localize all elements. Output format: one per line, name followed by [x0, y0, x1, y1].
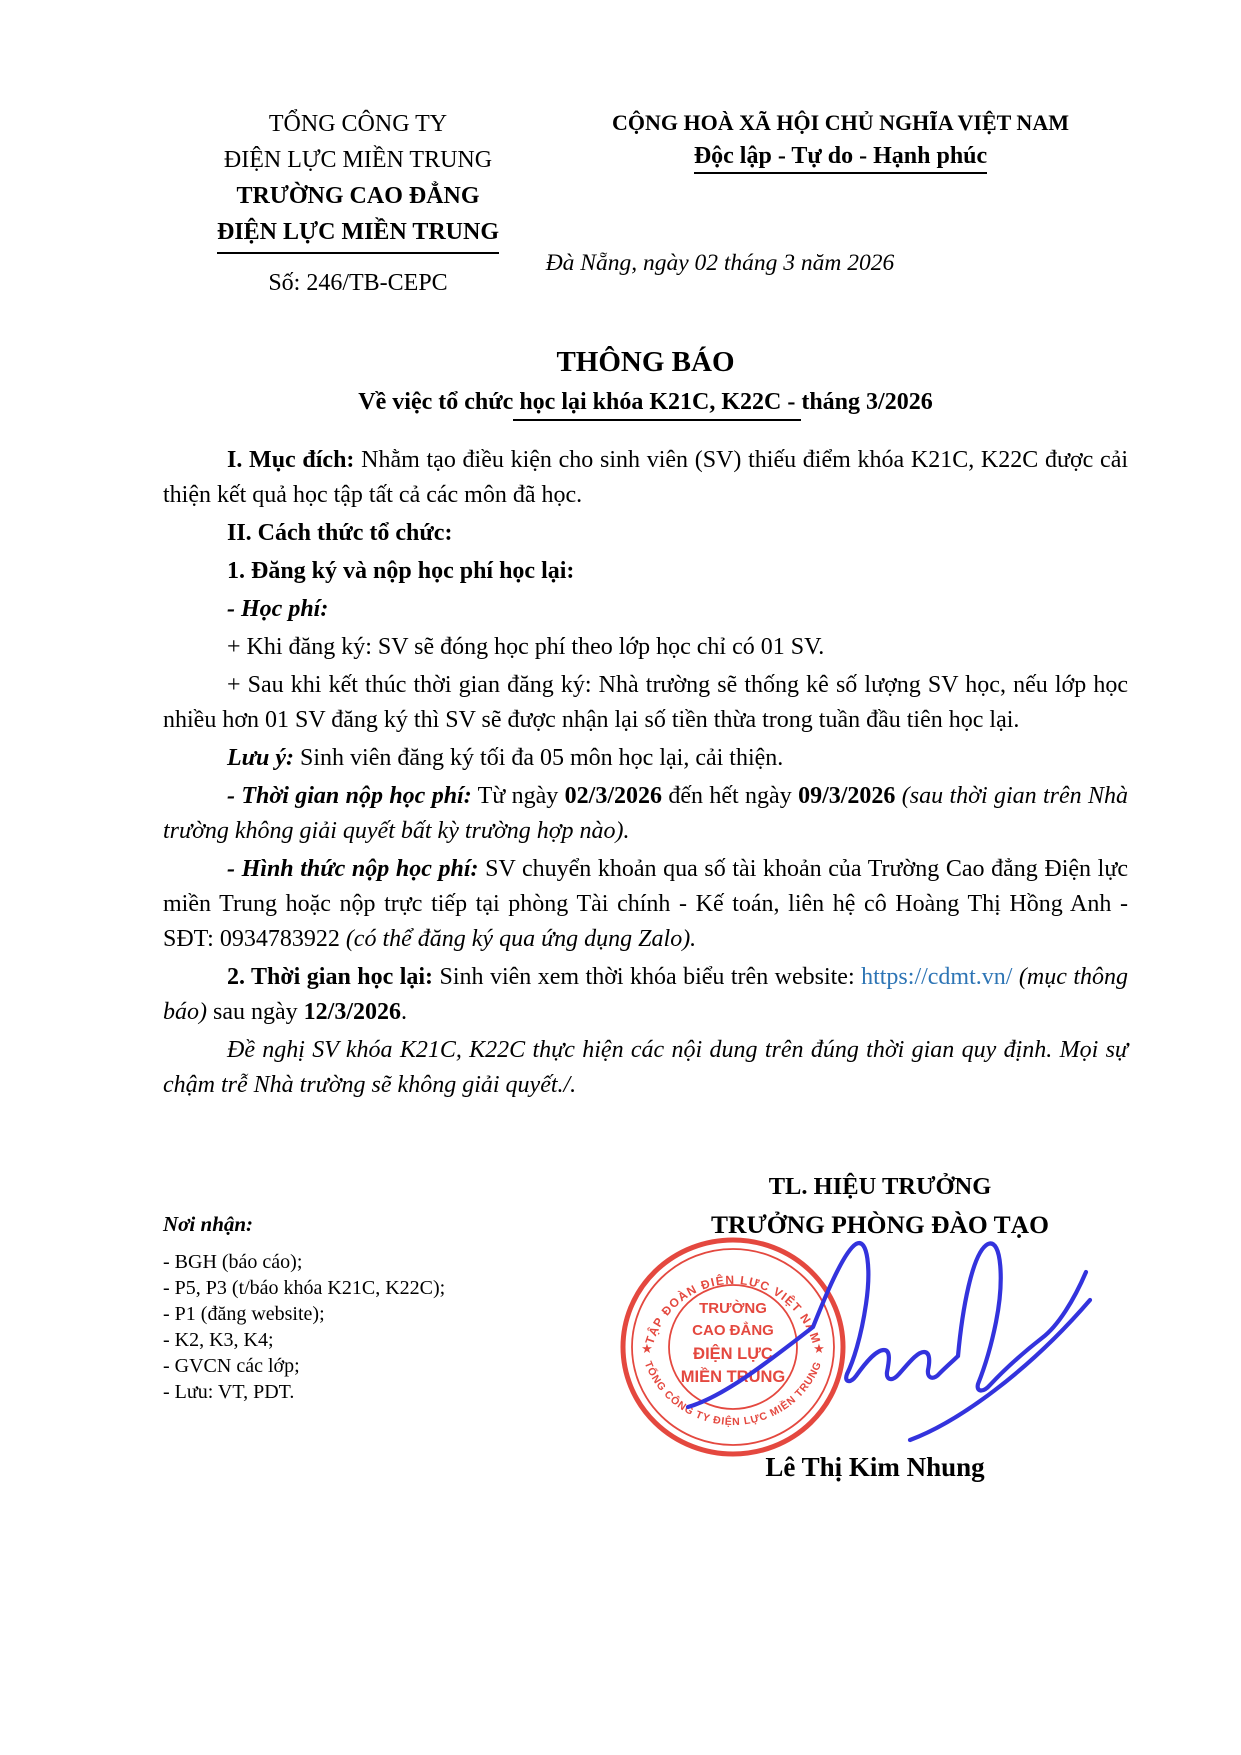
stamp-center-line: MIỀN TRUNG — [680, 1368, 786, 1386]
stamp-center-line: CAO ĐẲNG — [692, 1322, 774, 1339]
subtitle-suffix: tháng 3/2026 — [801, 389, 933, 415]
recipient-item: - P5, P3 (t/báo khóa K21C, K22C); — [163, 1277, 446, 1299]
schedule-label: 2. Thời gian học lại: — [227, 964, 434, 990]
paragraph-fee-rule-1 — [163, 630, 1128, 665]
method-heading: II. Cách thức tổ chức: — [227, 520, 453, 546]
national-motto-underline: Độc lập - Tự do - Hạnh phúc — [694, 143, 987, 174]
title-block — [163, 343, 1128, 421]
handwritten-signature — [628, 1222, 1098, 1450]
paragraph-closing: Đề nghị SV khóa K21C, K22C thực hiện các nội dung trên đúng thời gian quy định. Mọi sự chậm trễ Nhà trường sẽ không giải quyết./. — [163, 1037, 1128, 1098]
payment-method-text: SV chuyển khoản qua số tài khoản của Trường Cao đẳng Điện lực miền Trung hoặc nộp trực tiếp tại phòng Tài chính - Kế toán, liên hệ cô Hoàng Thị Hồng Anh - SĐT: 0934783922 — [163, 856, 1128, 952]
paragraph-purpose — [163, 443, 1128, 513]
national-title: CỘNG HOÀ XÃ HỘI CHỦ NGHĨA VIỆT NAM — [612, 110, 1069, 135]
national-motto — [553, 143, 1128, 174]
document-subtitle — [163, 389, 1128, 421]
stamp-bottom-arc-text: TỔNG CÔNG TY ĐIỆN LỰC MIỀN TRUNG — [641, 1359, 825, 1429]
subtitle-underlined: học lại khóa K21C, K22C - — [513, 389, 801, 421]
signer-position: TRƯỞNG PHÒNG ĐÀO TẠO — [711, 1210, 1049, 1239]
stamp-star-right-icon: ★ — [813, 1341, 825, 1356]
paragraph-note — [163, 741, 1128, 776]
recipient-item: - GVCN các lớp; — [163, 1355, 300, 1377]
payment-time-note: (sau thời gian trên Nhà trường không giải quyết bất kỳ trường hợp nào). — [163, 783, 1129, 844]
stamp-center-line: ĐIỆN LỰC — [693, 1345, 773, 1363]
fee-rule-1-text: + Khi đăng ký: SV sẽ đóng học phí theo lớp học chỉ có 01 SV. — [227, 634, 825, 660]
document-title: THÔNG BÁO — [556, 346, 735, 378]
schedule-note: (mục thông báo) — [163, 964, 1128, 1025]
purpose-label: I. Mục đích: — [227, 447, 355, 473]
fee-heading: - Học phí: — [227, 596, 329, 622]
signature-flourish-stroke — [910, 1300, 1090, 1440]
org-parent-line1: TỔNG CÔNG TY — [268, 111, 448, 137]
recipient-item: - BGH (báo cáo); — [163, 1251, 303, 1273]
payment-start-date: 02/3/2026 — [564, 783, 663, 809]
note-text: Sinh viên đăng ký tối đa 05 môn học lại, cải thiện. — [294, 745, 784, 771]
payment-time-label: - Thời gian nộp học phí: — [227, 783, 472, 809]
subtitle-prefix: Về việc tổ chức — [358, 389, 514, 415]
recipient-item: - Lưu: VT, PDT. — [163, 1381, 295, 1403]
paragraph-payment-method — [163, 852, 1128, 957]
paragraph-method-heading — [163, 516, 1128, 551]
signature-titles — [640, 1172, 1120, 1240]
document-number: Số: 246/TB-CEPC — [268, 270, 448, 296]
recipients-label: Nơi nhận: — [163, 1212, 254, 1236]
paragraph-register-heading — [163, 554, 1128, 589]
stamp-center-line: TRƯỜNG — [699, 1300, 767, 1317]
recipient-item: - P1 (đăng website); — [163, 1303, 325, 1325]
issuing-org-block — [163, 106, 553, 297]
payment-end-date: 09/3/2026 — [798, 783, 896, 809]
signer-name: Lê Thị Kim Nhung — [765, 1452, 985, 1482]
paragraph-fee-rule-2 — [163, 668, 1128, 738]
fee-rule-2-text: + Sau khi kết thúc thời gian đăng ký: Nhà trường sẽ thống kê số lượng SV học, nếu lớp học nhiều hơn 01 SV đăng ký thì SV sẽ được nhận lại số tiền thừa trong tuần đầu tiên học lại. — [163, 672, 1128, 733]
org-name-underline: ĐIỆN LỰC MIỀN TRUNG — [217, 214, 499, 254]
paragraph-schedule: 2. Thời gian học lại: Sinh viên xem thời khóa biểu trên website: https://cdmt.vn/ (mục thông báo) sau ngày 12/3/2026. — [163, 964, 1128, 1025]
recipients-block — [163, 1212, 445, 1405]
signature-main-stroke — [688, 1243, 1086, 1407]
payment-method-label: - Hình thức nộp học phí: — [227, 856, 479, 882]
recipient-item: - K2, K3, K4; — [163, 1329, 274, 1351]
purpose-text: Nhằm tạo điều kiện cho sinh viên (SV) thiếu điểm khóa K21C, K22C được cải thiện kết quả học tập tất cả các môn đã học. — [163, 447, 1129, 508]
stamp-top-arc-text: TẬP ĐOÀN ĐIỆN LỰC VIỆT NAM — [642, 1272, 824, 1346]
signing-authority: TL. HIỆU TRƯỞNG — [768, 1173, 992, 1200]
paragraph-fee-heading — [163, 592, 1128, 627]
note-label: Lưu ý: — [227, 745, 295, 771]
paragraph-payment-time: - Thời gian nộp học phí: Từ ngày 02/3/2026 đến hết ngày 09/3/2026 (sau thời gian trên Nhà trường không giải quyết bất kỳ trường hợp nào). — [163, 783, 1129, 844]
register-heading: 1. Đăng ký và nộp học phí học lại: — [227, 558, 575, 584]
org-name-line1: TRƯỜNG CAO ĐẲNG — [236, 183, 480, 209]
org-parent-line2: ĐIỆN LỰC MIỀN TRUNG — [223, 147, 493, 173]
payment-method-note: (có thể đăng ký qua ứng dụng Zalo). — [345, 926, 697, 952]
place-date-line: Đà Nẵng, ngày 02 tháng 3 năm 2026 — [545, 250, 895, 276]
schedule-date: 12/3/2026 — [303, 999, 401, 1025]
document-body — [163, 443, 1128, 1103]
stamp-star-left-icon: ★ — [641, 1341, 653, 1356]
org-name-line2 — [163, 214, 553, 254]
cdmt-website-link[interactable]: https://cdmt.vn/ — [861, 964, 1013, 990]
